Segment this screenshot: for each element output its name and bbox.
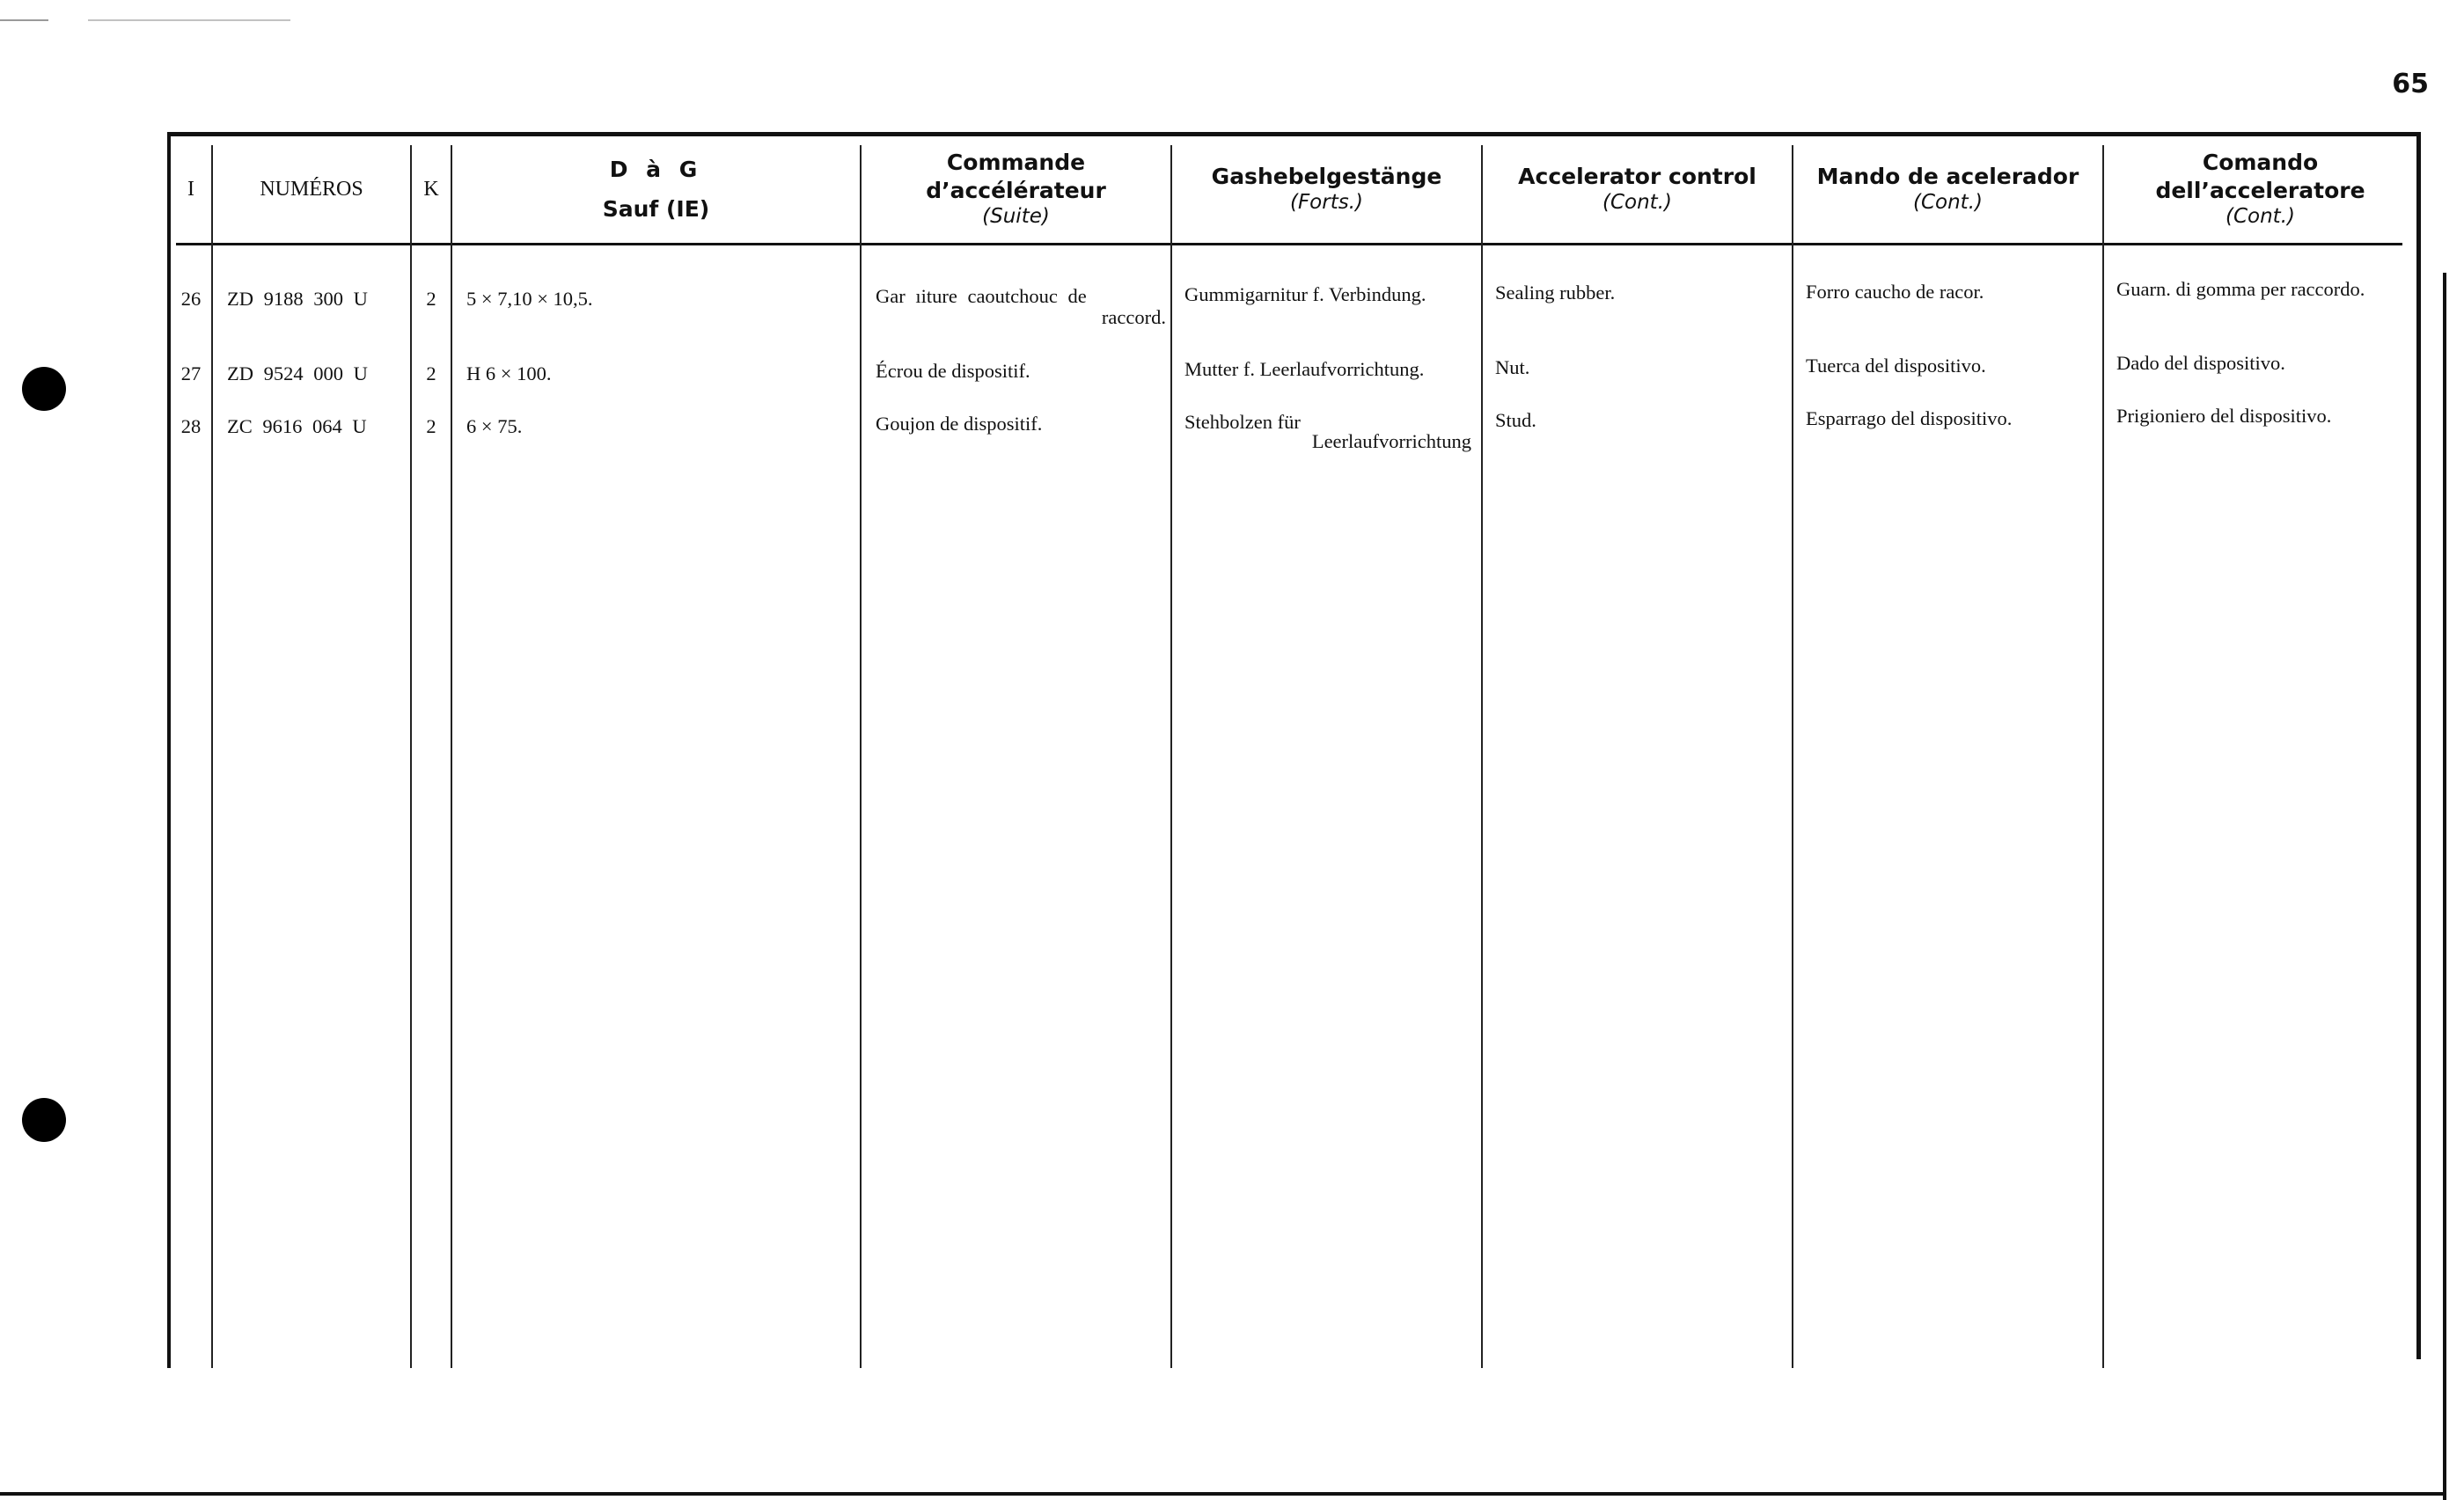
page-number: 65 [2392,69,2429,99]
header-col-numeros-label: NUMÉROS [260,178,363,201]
row-26-french-line2: raccord. [1101,306,1166,328]
row-28-quantity: 2 [426,415,436,437]
row-26-index: 26 [180,288,202,310]
table-right-border [2416,132,2421,1359]
row-26-german: Gummigarnitur f. Verbindung. [1184,283,1426,305]
header-col-i [171,136,211,242]
header-col-k-label: K [423,178,439,201]
header-col-english-sub: (Cont.) [1602,191,1672,215]
row-27-index: 27 [180,362,202,384]
header-col-dag-line1: D à G [609,156,703,182]
row-26-part-number: ZD 9188 300 U [227,288,368,310]
table-left-border [167,132,171,1368]
column-divider [451,145,452,1368]
binder-hole-lower [22,1098,66,1142]
column-divider [1481,145,1483,1368]
row-28-german-line2: Leerlaufvorrichtung [1311,430,1471,452]
row-28-french: Goujon de dispositif. [876,413,1043,435]
column-divider [2102,145,2104,1368]
row-28-english: Stud. [1495,409,1536,431]
row-28-dimensions: 6 × 75. [466,415,523,437]
binder-hole-upper [22,367,66,411]
header-col-german [1172,136,1481,242]
header-col-italian-title-1: Comando [2202,150,2319,176]
row-26-english: Sealing rubber. [1495,282,1616,304]
row-27-spanish: Tuerca del dispositivo. [1806,355,1986,377]
header-col-spanish [1793,136,2102,242]
row-27-english: Nut. [1495,356,1530,378]
header-col-italian-title-2: dell’acceleratore [2155,177,2365,203]
header-col-english [1483,136,1792,242]
row-27-part-number: ZD 9524 000 U [227,362,368,384]
row-28-german-line1: Stehbolzen für [1184,411,1301,433]
row-27-german: Mutter f. Leerlaufvorrichtung. [1184,358,1425,380]
header-divider [176,243,2402,245]
header-col-italian-sub: (Cont.) [2226,204,2295,228]
header-col-i-label: I [187,178,194,201]
column-divider [1792,145,1793,1368]
row-26-quantity: 2 [426,288,436,310]
scan-artifact-line [0,19,48,21]
column-divider [211,145,213,1368]
row-27-quantity: 2 [426,362,436,384]
header-col-english-title: Accelerator control [1518,164,1756,189]
header-col-k [412,136,451,242]
header-col-german-title: Gashebelgestänge [1211,164,1442,189]
row-27-dimensions: H 6 × 100. [466,362,552,384]
column-divider [1170,145,1172,1368]
header-col-numeros [213,136,410,242]
header-col-french-sub: (Suite) [982,204,1050,228]
row-27-italian: Dado del dispositivo. [2116,352,2285,374]
row-26-spanish: Forro caucho de racor. [1806,281,1984,303]
header-col-german-sub: (Forts.) [1289,191,1363,215]
row-28-part-number: ZC 9616 064 U [227,415,367,437]
page-outer-bottom-border [0,1492,2446,1496]
row-27-french: Écrou de dispositif. [876,360,1030,382]
header-col-dag [452,136,860,242]
header-col-french [862,136,1170,242]
row-28-italian: Prigioniero del dispositivo. [2116,405,2332,427]
header-col-spanish-title: Mando de acelerador [1816,164,2079,189]
row-26-dimensions: 5 × 7,10 × 10,5. [466,288,593,310]
row-26-italian: Guarn. di gomma per raccordo. [2116,278,2365,300]
header-col-french-title: Commande d’accélérateur [926,150,1106,203]
header-col-spanish-sub: (Cont.) [1913,191,1983,215]
scan-artifact-line [88,19,290,21]
header-col-dag-line2: Sauf (IE) [602,196,710,222]
page-outer-right-border [2443,273,2446,1500]
row-26-french-line1: Gar ıiture caoutchouc de [876,285,1087,307]
row-28-index: 28 [180,415,202,437]
column-divider [410,145,412,1368]
header-col-italian [2104,136,2416,242]
row-28-spanish: Esparrago del dispositivo. [1806,407,2013,429]
